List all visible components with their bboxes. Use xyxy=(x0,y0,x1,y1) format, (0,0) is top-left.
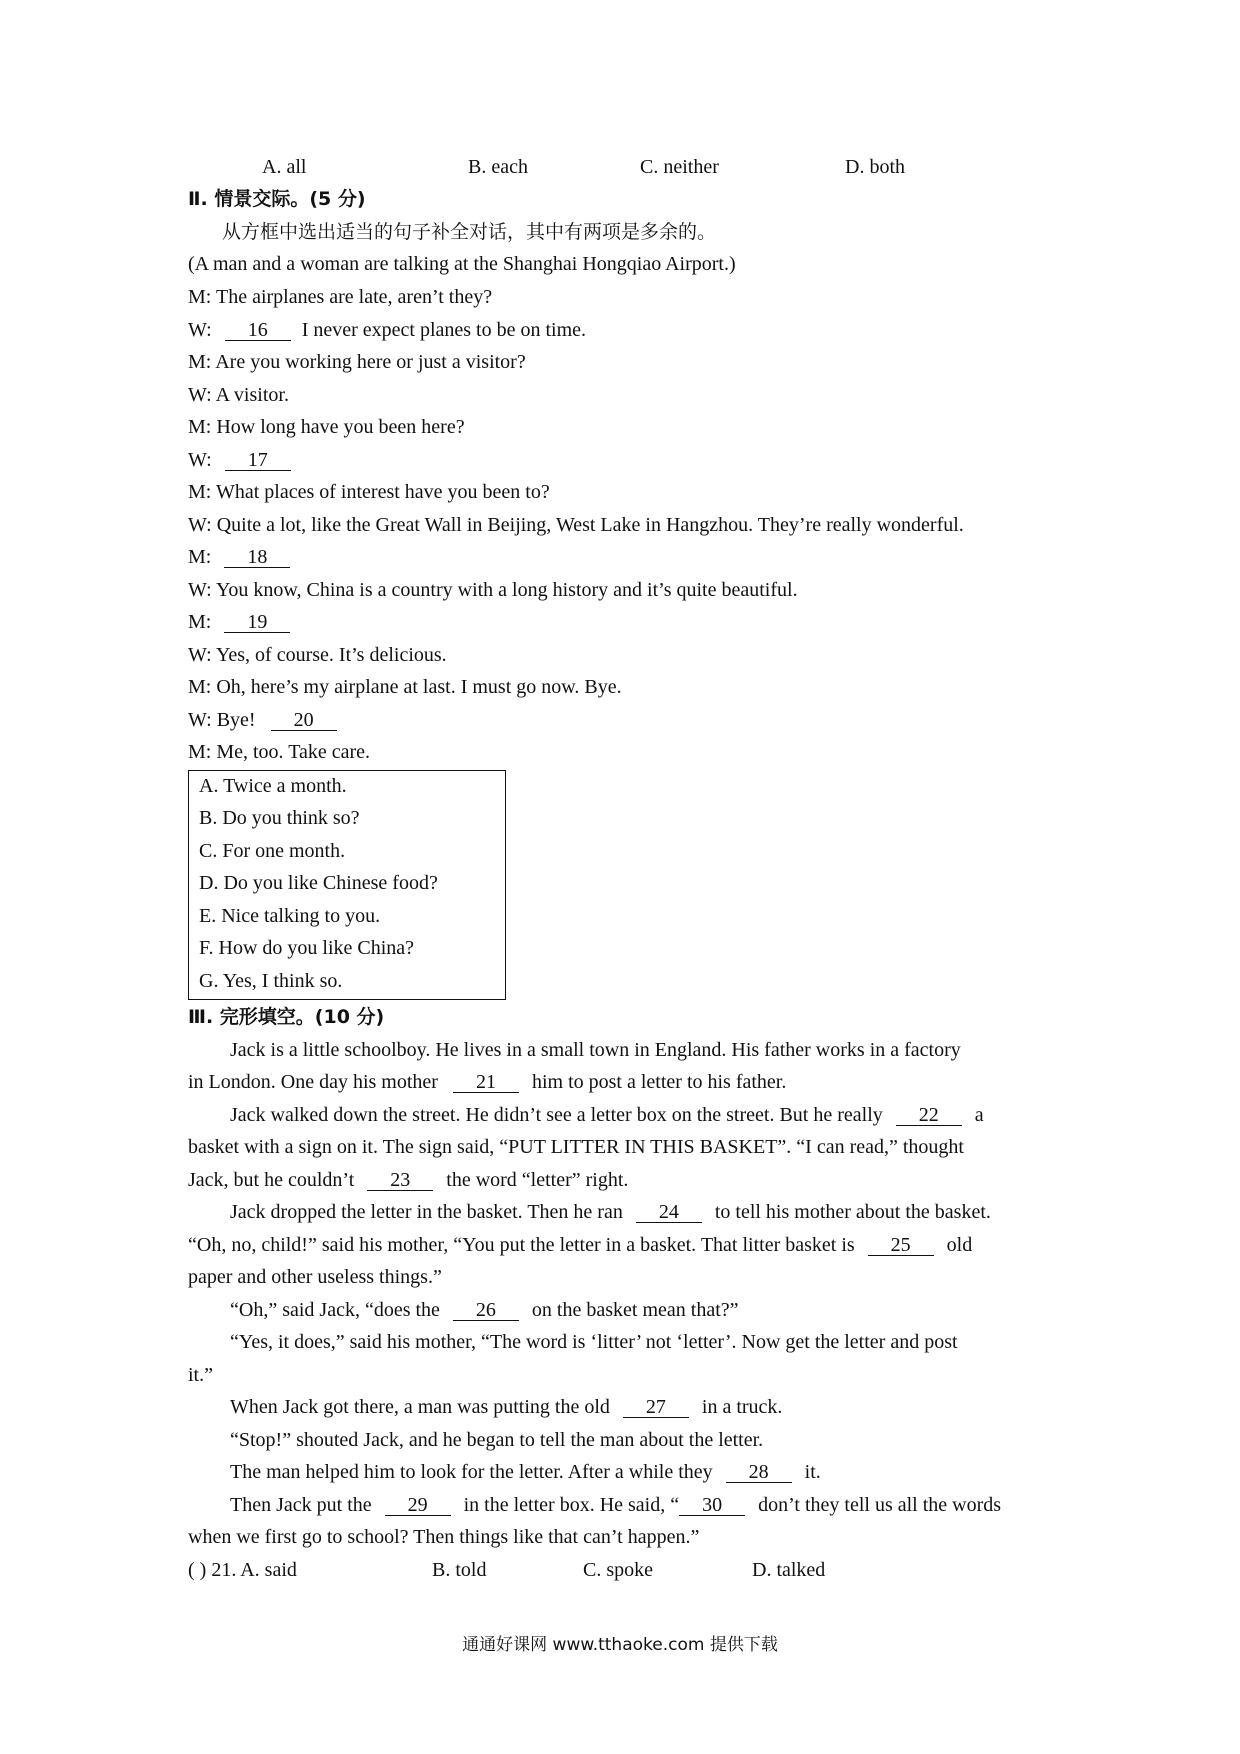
blank-19: 19 xyxy=(224,612,290,633)
dialogue-line: W: You know, China is a country with a long history and it’s quite beautiful. xyxy=(188,579,798,601)
q20-option-a: A. all xyxy=(262,156,307,178)
dialogue-line: W: Quite a lot, like the Great Wall in Beijing, West Lake in Hangzhou. They’re really wonderful. xyxy=(188,514,964,536)
box-option: E. Nice talking to you. xyxy=(199,905,381,927)
dialogue-line: M: Are you working here or just a visitor? xyxy=(188,351,526,373)
blank-27: 27 xyxy=(623,1397,689,1418)
box-option: D. Do you like Chinese food? xyxy=(199,872,438,894)
q20-option-b: B. each xyxy=(468,156,528,178)
blank-20: 20 xyxy=(271,710,337,731)
dialogue-line: M: Me, too. Take care. xyxy=(188,741,371,763)
dialogue-line: W: Yes, of course. It’s delicious. xyxy=(188,644,447,666)
dialogue-line: M: How long have you been here? xyxy=(188,416,465,438)
q21-option-c: C. spoke xyxy=(583,1559,653,1581)
dialogue-line: W: Bye! 20 xyxy=(188,708,337,732)
blank-23: 23 xyxy=(367,1170,433,1191)
dialogue-line: M: Oh, here’s my airplane at last. I must go now. Bye. xyxy=(188,676,622,698)
blank-25: 25 xyxy=(868,1235,934,1256)
passage-line: “Stop!” shouted Jack, and he began to tell the man about the letter. xyxy=(230,1429,764,1451)
passage-line: When Jack got there, a man was putting the old 27 in a truck. xyxy=(230,1396,783,1418)
blank-29: 29 xyxy=(385,1495,451,1516)
passage-line: “Oh,” said Jack, “does the 26 on the basket mean that?” xyxy=(230,1299,739,1321)
dialogue-line: W: 17 xyxy=(188,448,291,472)
q21-option-a: ( ) 21. A. said xyxy=(188,1559,297,1581)
blank-26: 26 xyxy=(453,1300,519,1321)
blank-28: 28 xyxy=(726,1462,792,1483)
passage-line: “Yes, it does,” said his mother, “The word is ‘litter’ not ‘letter’. Now get the letter and post xyxy=(230,1331,958,1353)
passage-line: in London. One day his mother 21 him to post a letter to his father. xyxy=(188,1071,787,1093)
dialogue-line: M: What places of interest have you been to? xyxy=(188,481,550,503)
box-option: A. Twice a month. xyxy=(199,775,347,797)
blank-22: 22 xyxy=(896,1105,962,1126)
box-option: G. Yes, I think so. xyxy=(199,970,343,992)
blank-16: 16 xyxy=(225,320,291,341)
section-2-heading: Ⅱ. 情景交际。(5 分) xyxy=(188,188,366,210)
passage-line: Jack walked down the street. He didn’t see a letter box on the street. But he really 22 a xyxy=(230,1104,984,1126)
q20-option-d: D. both xyxy=(845,156,905,178)
box-option: F. How do you like China? xyxy=(199,937,415,959)
box-option: B. Do you think so? xyxy=(199,807,360,829)
passage-line: basket with a sign on it. The sign said, “PUT LITTER IN THIS BASKET”. “I can read,” thought xyxy=(188,1136,964,1158)
passage-line: when we first go to school? Then things like that can’t happen.” xyxy=(188,1526,700,1548)
section-2-instruction: 从方框中选出适当的句子补全对话，其中有两项是多余的。 xyxy=(222,221,717,243)
passage-line: “Oh, no, child!” said his mother, “You put the letter in a basket. That litter basket is 25 old xyxy=(188,1234,973,1256)
blank-17: 17 xyxy=(225,450,291,471)
dialogue-line: W: 16 I never expect planes to be on time. xyxy=(188,319,587,341)
passage-line: Jack is a little schoolboy. He lives in a small town in England. His father works in a factory xyxy=(230,1039,961,1061)
blank-21: 21 xyxy=(453,1072,519,1093)
passage-line: it.” xyxy=(188,1364,213,1386)
dialogue-line: M: The airplanes are late, aren’t they? xyxy=(188,286,493,308)
dialogue-line: W: A visitor. xyxy=(188,384,289,406)
passage-line: The man helped him to look for the letter. After a while they 28 it. xyxy=(230,1461,821,1483)
blank-30: 30 xyxy=(679,1495,745,1516)
passage-line: Then Jack put the 29 in the letter box. He said, “ 30 don’t they tell us all the words xyxy=(230,1494,1002,1516)
blank-24: 24 xyxy=(636,1202,702,1223)
dialogue-line: M: 18 xyxy=(188,545,290,569)
page-footer: 通通好课网 www.tthaoke.com 提供下载 xyxy=(462,1635,778,1655)
passage-line: Jack, but he couldn’t 23 the word “letter” right. xyxy=(188,1169,629,1191)
box-option: C. For one month. xyxy=(199,840,346,862)
q20-option-c: C. neither xyxy=(640,156,719,178)
q21-option-d: D. talked xyxy=(752,1559,826,1581)
passage-line: paper and other useless things.” xyxy=(188,1266,442,1288)
options-box xyxy=(188,770,506,1000)
section-3-heading: Ⅲ. 完形填空。(10 分) xyxy=(188,1006,385,1028)
dialogue-context: (A man and a woman are talking at the Shanghai Hongqiao Airport.) xyxy=(188,253,736,275)
q21-option-b: B. told xyxy=(432,1559,487,1581)
passage-line: Jack dropped the letter in the basket. Then he ran 24 to tell his mother about the basket. xyxy=(230,1201,991,1223)
blank-18: 18 xyxy=(224,547,290,568)
dialogue-line: M: 19 xyxy=(188,610,290,634)
